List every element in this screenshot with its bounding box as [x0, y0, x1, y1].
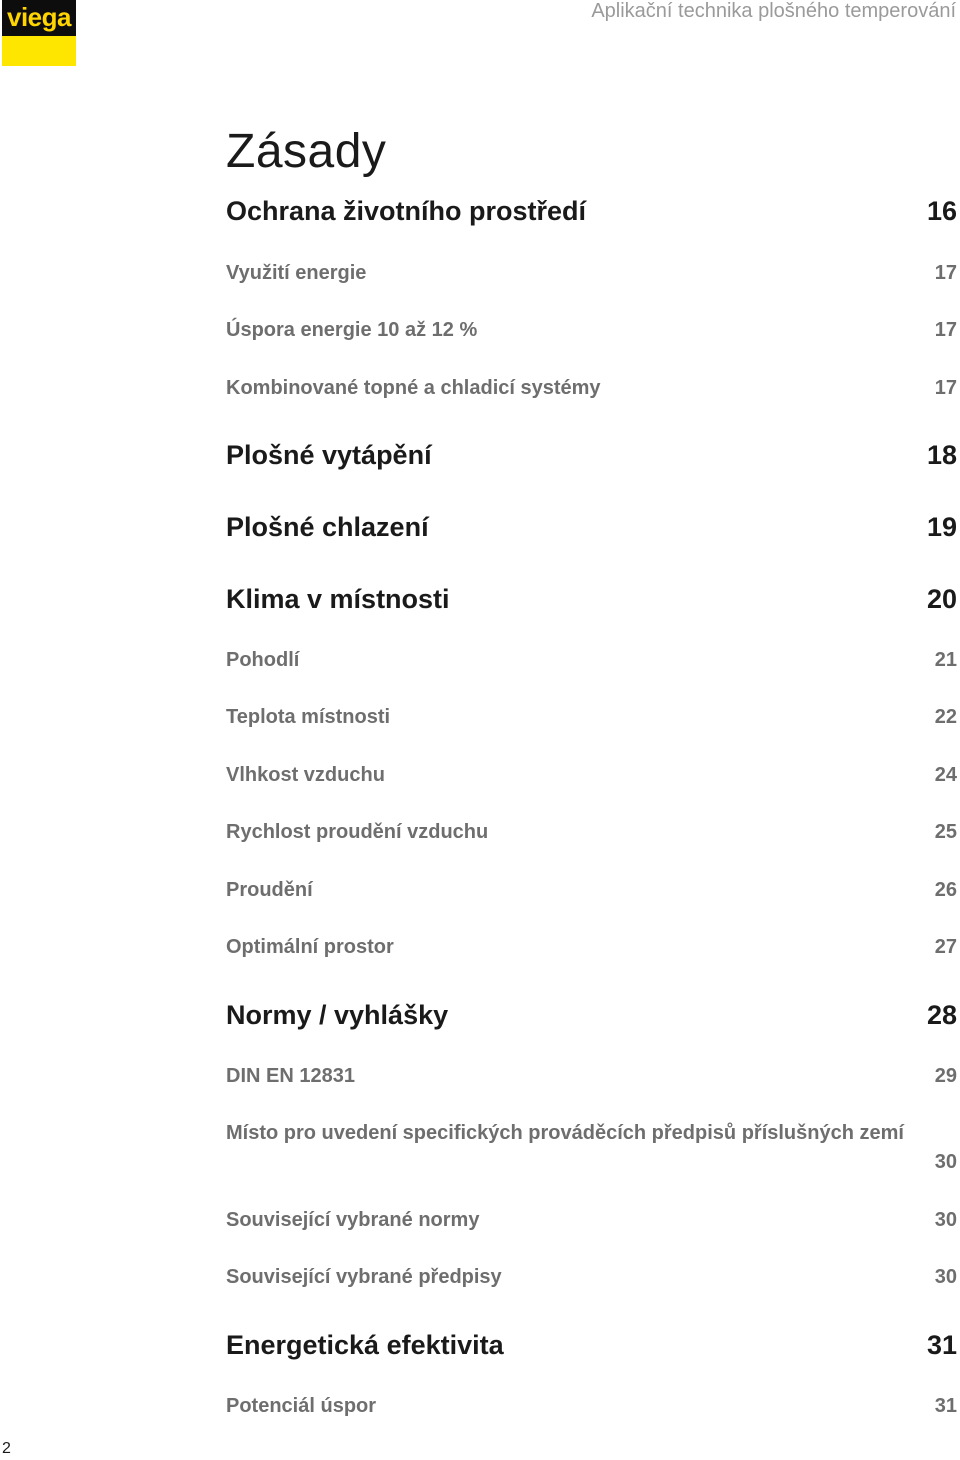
toc-entry-title: Plošné vytápění [226, 440, 432, 470]
toc-entry-page: 21 [934, 649, 957, 671]
viega-logo [2, 0, 76, 66]
toc-entry-page: 30 [934, 1209, 957, 1231]
toc-entry-title: Využití energie [226, 262, 367, 284]
toc-entry-title: Klima v místnosti [226, 584, 450, 614]
toc-entry-page: 30 [934, 1266, 957, 1288]
page-number: 2 [2, 1440, 11, 1457]
toc-entry-title: Teplota místnosti [226, 706, 391, 728]
toc-entry-page: 17 [934, 262, 957, 284]
toc-entry-page: 26 [934, 879, 957, 901]
toc-entry-title: Potenciál úspor [226, 1395, 377, 1417]
toc-entry-page: 20 [926, 584, 957, 614]
toc-entry-title: Úspora energie 10 až 12 % [226, 319, 478, 341]
toc-entry-title: Pohodlí [226, 649, 300, 671]
toc-entry-title: Související vybrané předpisy [226, 1266, 502, 1288]
toc-entry-title: Rychlost proudění vzduchu [226, 821, 489, 843]
toc-entry-title: Optimální prostor [226, 936, 394, 958]
toc-entry-title: Vlhkost vzduchu [226, 764, 385, 786]
logo-wordmark: viega [2, 0, 76, 36]
toc-entry-title: Energetická efektivita [226, 1330, 504, 1360]
toc-entry-page: 28 [926, 1000, 957, 1030]
toc-entry-page: 29 [934, 1065, 957, 1087]
header-title: Aplikační technika plošného temperování [591, 0, 956, 22]
toc-entry[interactable] [226, 1119, 957, 1179]
toc-entry-page: 30 [934, 1151, 957, 1173]
toc-entry-page: 19 [926, 512, 957, 542]
toc-entry-title: Plošné chlazení [226, 512, 429, 542]
toc-entry-title: DIN EN 12831 [226, 1065, 355, 1087]
toc-entry-page: 24 [934, 764, 957, 786]
toc-entry-page: 27 [934, 936, 957, 958]
toc-entry-page: 25 [934, 821, 957, 843]
toc-entry-title: Normy / vyhlášky [226, 1000, 449, 1030]
toc-entry-page: 18 [926, 440, 957, 470]
toc-entry-title: Místo pro uvedení specifických prováděcích předpisů příslušných zemí [226, 1122, 904, 1144]
toc-entry-page: 22 [934, 706, 957, 728]
toc-entry-title: Související vybrané normy [226, 1209, 480, 1231]
toc-entry-page: 16 [926, 196, 957, 226]
toc-entry-page: 31 [934, 1395, 957, 1417]
toc-entry-page: 17 [934, 319, 957, 341]
toc-entry-page: 17 [934, 377, 957, 399]
page-title: Zásady [226, 125, 387, 179]
logo-yellow-block [2, 36, 76, 66]
toc-entry-title: Ochrana životního prostředí [226, 196, 587, 226]
toc-entry-title: Proudění [226, 879, 313, 901]
toc-entry-page: 31 [926, 1330, 957, 1360]
toc-entry-title: Kombinované topné a chladicí systémy [226, 377, 601, 399]
